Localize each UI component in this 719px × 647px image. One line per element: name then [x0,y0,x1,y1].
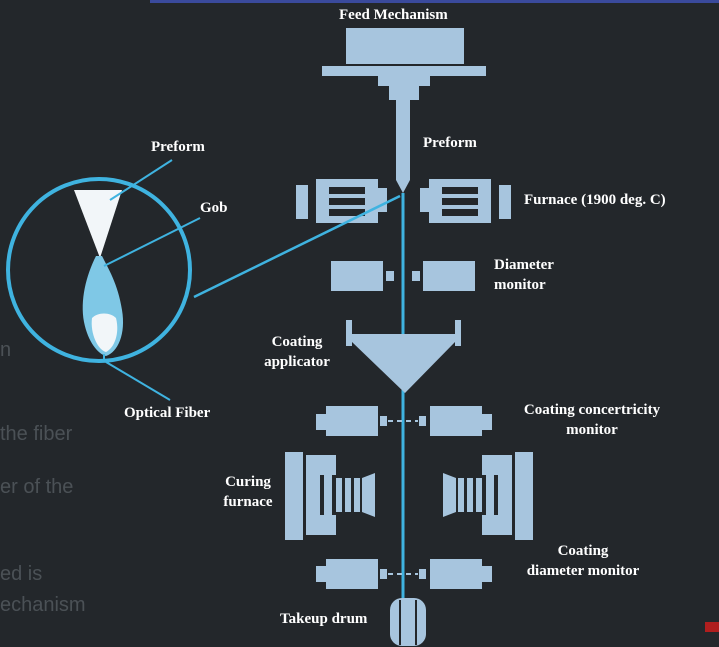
corner-mark [705,622,719,632]
label-coating-concentricity-line1: Coating concertricity [523,402,661,418]
label-preform-main: Preform [423,135,477,151]
curing-furnace-left [285,452,375,540]
takeup-drum [390,598,426,646]
curing-furnace-right [443,452,533,540]
furnace-left [296,179,387,223]
label-diameter-monitor-line1: Diameter [494,257,554,273]
label-curing-furnace [214,472,282,512]
top-accent-bar [150,0,719,3]
label-curing-furnace-line1: Curing [225,474,271,490]
label-coating-concentricity [500,400,684,440]
preform-rod [396,100,410,193]
bg-text-4: ed is [0,563,43,585]
label-furnace: Furnace (1900 deg. C) [524,192,666,208]
label-takeup-drum: Takeup drum [280,611,368,627]
label-coating-diameter-line1: Coating [557,543,609,559]
label-preform-inset: Preform [151,139,205,155]
label-coating-concentricity-line2: monitor [566,422,618,438]
label-coating-applicator-line2: applicator [264,354,330,370]
label-coating-diameter-line2: diameter monitor [526,563,640,579]
bg-text-1: n [0,339,12,361]
furnace-right [420,179,511,223]
label-optical-fiber: Optical Fiber [124,405,211,421]
bg-text-2: the fiber [0,423,73,445]
label-coating-diameter [507,541,659,581]
bg-text-3: er of the [0,476,74,498]
label-coating-applicator-line1: Coating [271,334,323,350]
label-diameter-monitor-line2: monitor [494,277,546,293]
label-gob: Gob [200,200,228,216]
label-feed-mechanism: Feed Mechanism [339,7,448,23]
label-curing-furnace-line2: furnace [223,494,273,510]
label-coating-applicator [252,332,342,372]
label-diameter-monitor [494,255,554,295]
feed-mechanism [322,28,486,100]
bg-text-5: echanism [0,594,86,616]
